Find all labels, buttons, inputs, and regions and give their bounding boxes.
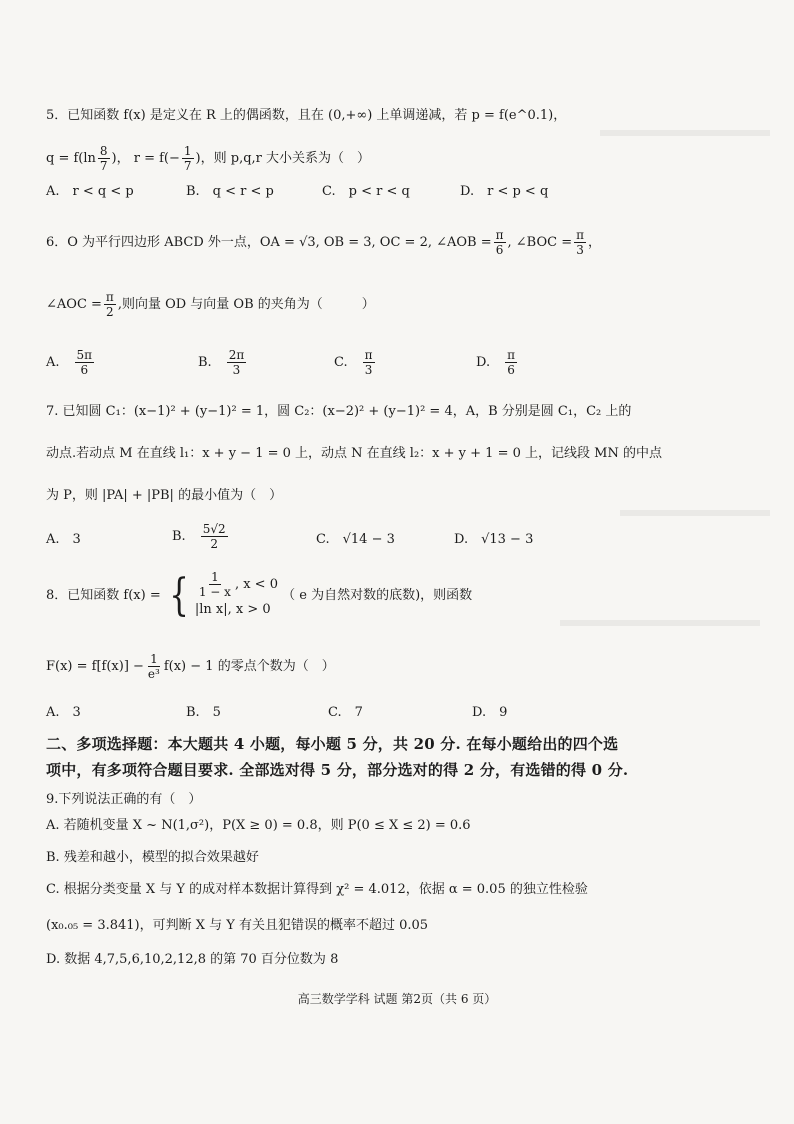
bleed-through-mark (620, 510, 770, 516)
q7-option-d: D. √13 − 3 (454, 532, 534, 547)
fraction-numerator: π (507, 348, 515, 362)
q8-line1-b: （ e 为自然对数的底数)，则函数 (282, 588, 473, 603)
q8-line1-a: 8．已知函数 f(x) = (46, 588, 161, 603)
q6-option-b (198, 348, 248, 377)
option-fraction (363, 348, 375, 377)
case-condition: , x < 0 (234, 577, 278, 592)
q9-option-d: D. 数据 4,7,5,6,10,2,12,8 的第 70 百分位数为 8 (46, 952, 339, 967)
q5-line2-b: )， r = f(− (111, 151, 180, 166)
q7-option-b (172, 522, 230, 551)
piecewise-cases (195, 570, 278, 621)
option-label: C. (334, 355, 348, 370)
fraction-numerator: π (495, 228, 504, 242)
fraction-denominator: 3 (576, 243, 584, 257)
q6-fraction-pi-3 (574, 228, 586, 257)
q7-option-a: A. 3 (46, 532, 81, 547)
q6-fraction-pi-6 (494, 228, 506, 257)
q7-option-c: C. √14 − 3 (316, 532, 395, 547)
q6-line2-b: ,则向量 OD 与向量 OB 的夹角为（ ） (117, 297, 375, 312)
fraction-denominator: e³ (147, 667, 160, 681)
fraction-numerator: 2π (228, 348, 245, 362)
case-fraction (197, 570, 233, 599)
fraction-numerator: 1 (211, 570, 219, 584)
case-2: |ln x|, x > 0 (194, 602, 271, 617)
q6-option-d (476, 348, 519, 377)
q9-stem: 9.下列说法正确的有（ ） (46, 792, 202, 807)
q9-option-b: B. 残差和越小，模型的拟合效果越好 (46, 850, 259, 865)
fraction-numerator: 1 (150, 652, 158, 666)
fraction-denominator: 1 − x (198, 585, 231, 599)
q6-option-c (334, 348, 377, 377)
fraction-numerator: π (576, 228, 584, 242)
q8-option-b: B. 5 (186, 705, 221, 720)
q5-option-d: D. r < p < q (460, 184, 549, 199)
q5-fraction-1-7 (182, 144, 194, 173)
q6-line1 (46, 228, 601, 257)
fraction-denominator: 6 (80, 363, 89, 377)
option-label: B. (198, 355, 212, 370)
fraction-denominator: 7 (183, 159, 192, 173)
fraction-denominator: 2 (106, 305, 114, 319)
q5-line2-c: )，则 p,q,r 大小关系为（ ） (195, 151, 371, 166)
q8-option-c: C. 7 (328, 705, 363, 720)
q6-line1-c: ， (588, 235, 602, 250)
q6-option-a (46, 348, 96, 377)
section-heading-line1: 二、多项选择题：本大题共 4 小题，每小题 5 分，共 20 分. 在每小题给出的四个选 (46, 735, 619, 753)
q8-option-a: A. 3 (46, 705, 81, 720)
q9-option-c-line2: (x₀.₀₅ = 3.841)，可判断 X 与 Y 有关且犯错误的概率不超过 0.05 (46, 918, 429, 933)
option-fraction (505, 348, 517, 377)
fraction-numerator: π (364, 348, 373, 362)
q5-option-a: A. r < q < p (46, 184, 134, 199)
q8-line2-a: F(x) = f[f(x)] − (46, 659, 144, 674)
fraction-denominator: 6 (495, 243, 504, 257)
fraction-denominator: 2 (210, 537, 218, 551)
fraction-denominator: 7 (99, 159, 108, 173)
q5-line1: 5．已知函数 f(x) 是定义在 R 上的偶函数，且在 (0,+∞) 上单调递减，若 p = f(e^0.1)， (46, 108, 567, 123)
fraction-denominator: 6 (507, 363, 515, 377)
q5-option-c: C. p < r < q (322, 184, 410, 199)
q9-option-c-line1: C. 根据分类变量 X 与 Y 的成对样本数据计算得到 χ² = 4.012，依据 α = 0.05 的独立性检验 (46, 882, 588, 897)
fraction-numerator: π (105, 290, 114, 304)
option-fraction (227, 348, 247, 377)
q7-line3: 为 P，则 |PA| + |PB| 的最小值为（ ） (46, 488, 283, 503)
section-heading-line2: 项中，有多项符合题目要求. 全部选对得 5 分，部分选对的得 2 分，有选错的得 0 分. (46, 761, 629, 779)
fraction-numerator: 1 (183, 144, 192, 158)
fraction-denominator: 3 (232, 363, 241, 377)
option-label: A. (46, 355, 60, 370)
option-label: B. (172, 529, 186, 544)
q6-fraction-pi-2 (104, 290, 116, 319)
brace-icon: { (169, 569, 189, 621)
q8-piecewise (165, 570, 278, 621)
q8-option-d: D. 9 (472, 705, 508, 720)
q9-option-a: A. 若随机变量 X ~ N(1,σ²)，P(X ≥ 0) = 0.8，则 P(0 ≤ X ≤ 2) = 0.6 (46, 818, 471, 833)
q6-line1-b: , ∠BOC = (507, 235, 573, 250)
q7-line1: 7. 已知圆 C₁：(x−1)² + (y−1)² = 1，圆 C₂：(x−2)² + (y−1)² = 4，A，B 分别是圆 C₁，C₂ 上的 (46, 404, 632, 419)
q6-line2-a: ∠AOC = (46, 297, 102, 312)
option-label: D. (476, 355, 491, 370)
bleed-through-mark (560, 620, 760, 626)
option-fraction (75, 348, 95, 377)
option-fraction (201, 522, 228, 551)
q8-fraction-1-e3 (146, 652, 162, 681)
fraction-denominator: 3 (364, 363, 373, 377)
fraction-numerator: 5√2 (202, 522, 226, 536)
q8-line1 (46, 566, 472, 626)
q8-line2-b: f(x) − 1 的零点个数为（ ） (163, 659, 335, 674)
q5-line2-a: q = f(ln (46, 151, 96, 166)
bleed-through-mark (600, 130, 770, 136)
q5-option-b: B. q < r < p (186, 184, 274, 199)
fraction-numerator: 5π (76, 348, 93, 362)
q6-line1-a: 6．O 为平行四边形 ABCD 外一点，OA = √3, OB = 3, OC = 2, ∠AOB = (46, 235, 492, 250)
page-footer: 高三数学学科 试题 第2页（共 6 页） (297, 992, 497, 1006)
q6-line2 (46, 290, 375, 319)
q7-line2: 动点.若动点 M 在直线 l₁：x + y − 1 = 0 上，动点 N 在直线 l₂：x + y + 1 = 0 上，记线段 MN 的中点 (46, 446, 662, 461)
q5-fraction-8-7 (98, 144, 110, 173)
case-1 (195, 570, 278, 599)
fraction-numerator: 8 (99, 144, 108, 158)
q8-line2 (46, 652, 335, 681)
q5-line2 (46, 144, 370, 173)
